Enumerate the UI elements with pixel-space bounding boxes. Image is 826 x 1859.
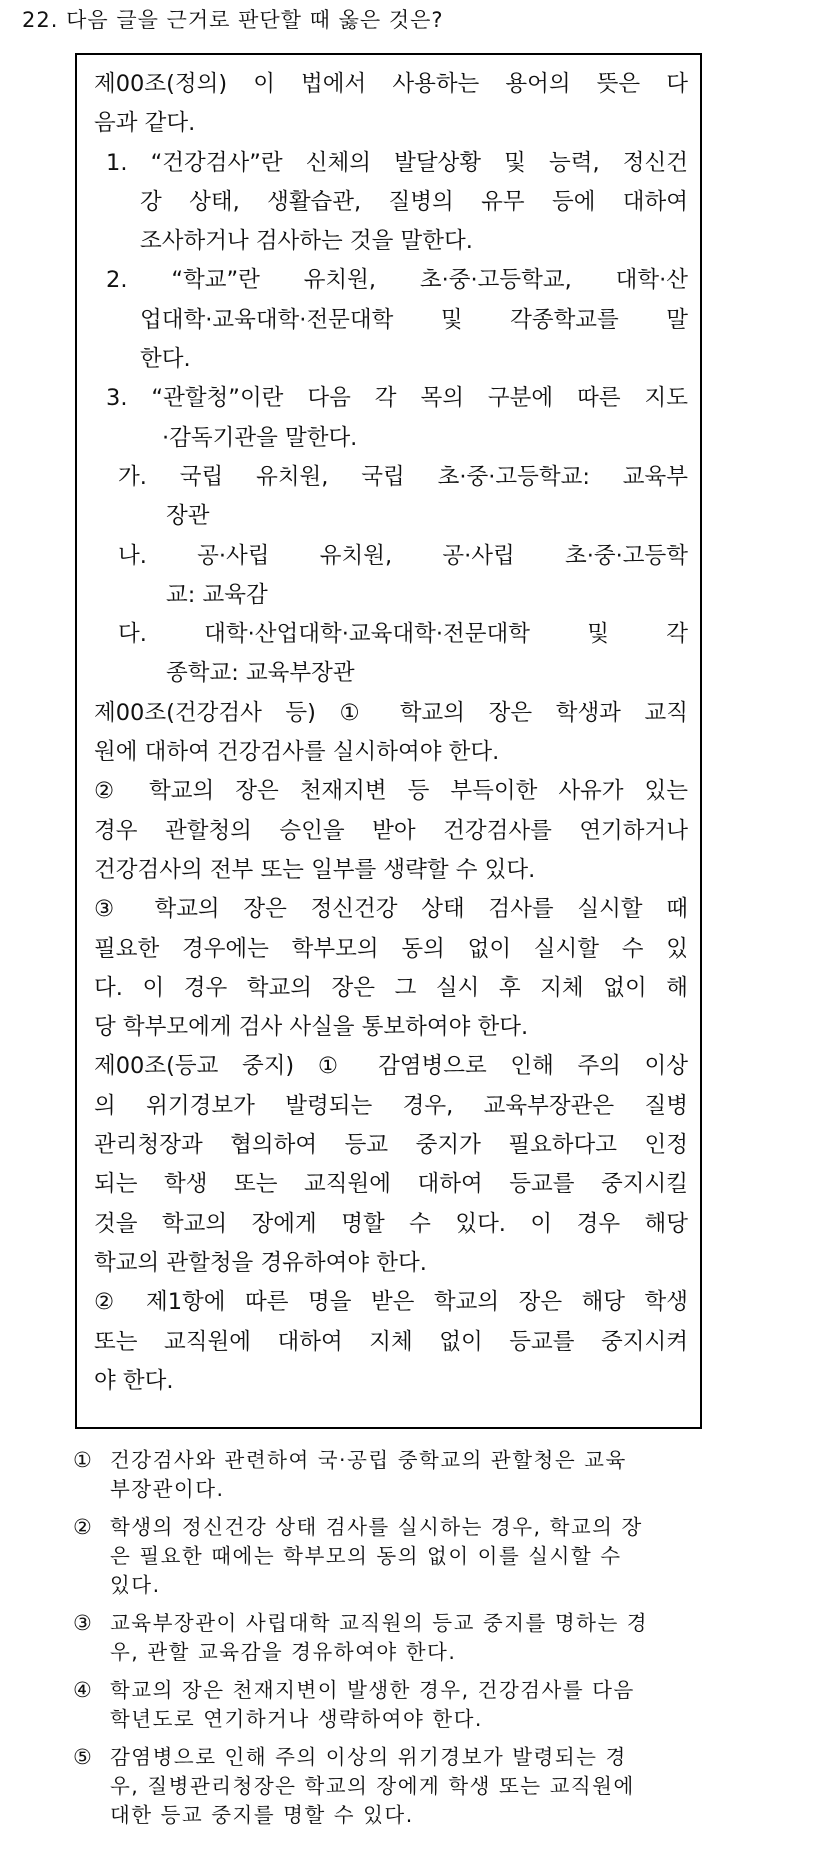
choice-text [110, 1446, 763, 1504]
passage-line: 것을 학교의 장에게 명할 수 있다. 이 경우 해당 [94, 1210, 688, 1237]
choice-number: ① [73, 1448, 92, 1472]
passage-line: 학교의 관할청을 경유하여야 한다. [94, 1249, 427, 1276]
choice-number: ④ [73, 1678, 92, 1702]
choice-line: 감염병으로 인해 주의 이상의 위기경보가 발령되는 경 [110, 1745, 627, 1769]
passage-line: 원에 대하여 건강검사를 실시하여야 한다. [94, 739, 500, 766]
passage-line: 1. “건강검사”란 신체의 발달상황 및 능력, 정신건 [106, 149, 688, 176]
choice-line: 있다. [110, 1573, 161, 1597]
choice-line: 교육부장관이 사립대학 교직원의 등교 중지를 명하는 경 [110, 1611, 649, 1635]
choice-line: 부장관이다. [110, 1477, 225, 1501]
choice-2[interactable] [73, 1513, 763, 1600]
choice-1[interactable] [73, 1446, 763, 1504]
choice-line: 학년도로 연기하거나 생략하여야 한다. [110, 1707, 483, 1731]
passage-line: 다. 대학·산업대학·교육대학·전문대학 및 각 [118, 621, 688, 648]
passage-line: 다. 이 경우 학교의 장은 그 실시 후 지체 없이 해 [94, 974, 688, 1001]
choice-text [110, 1676, 763, 1734]
choice-number: ② [73, 1515, 92, 1539]
choice-4[interactable] [73, 1676, 763, 1734]
passage-box [75, 53, 702, 1429]
choice-line: 학교의 장은 천재지변이 발생한 경우, 건강검사를 다음 [110, 1678, 635, 1702]
passage-line: 나. 공·사립 유치원, 공·사립 초·중·고등학 [118, 542, 688, 569]
passage-line: ③ 학교의 장은 정신건강 상태 검사를 실시할 때 [94, 896, 688, 923]
choice-3[interactable] [73, 1609, 763, 1667]
passage-line: 장관 [166, 503, 210, 530]
passage-line: ② 제1항에 따른 명을 받은 학교의 장은 해당 학생 [94, 1289, 688, 1316]
passage-line: 음과 같다. [94, 110, 196, 137]
choice-text [110, 1743, 763, 1830]
passage-line: 또는 교직원에 대하여 지체 없이 등교를 중지시켜 [94, 1328, 688, 1355]
choice-text [110, 1609, 763, 1667]
choice-line: 건강검사와 관련하여 국·공립 중학교의 관할청은 교육 [110, 1448, 627, 1472]
passage-line: 건강검사의 전부 또는 일부를 생략할 수 있다. [94, 856, 536, 883]
passage-line: 관리청장과 협의하여 등교 중지가 필요하다고 인정 [94, 1132, 688, 1159]
passage-line: 조사하거나 검사하는 것을 말한다. [140, 228, 473, 255]
passage-line: 제00조(건강검사 등) ① 학교의 장은 학생과 교직 [94, 699, 688, 726]
choice-line: 우, 관할 교육감을 경유하여야 한다. [110, 1640, 457, 1664]
passage-line: 되는 학생 또는 교직원에 대하여 등교를 중지시킬 [94, 1171, 688, 1198]
choice-number: ③ [73, 1611, 92, 1635]
passage-line: 한다. [140, 346, 191, 373]
passage-line: 경우 관할청의 승인을 받아 건강검사를 연기하거나 [94, 817, 688, 844]
passage-line: 제00조(정의) 이 법에서 사용하는 용어의 뜻은 다 [94, 71, 688, 97]
choice-line: 학생의 정신건강 상태 검사를 실시하는 경우, 학교의 장 [110, 1515, 643, 1539]
passage-line: 종학교: 교육부장관 [166, 660, 355, 687]
passage-line: 3. “관할청”이란 다음 각 목의 구분에 따른 지도 [106, 385, 688, 412]
answer-choices [73, 1446, 763, 1839]
choice-number: ⑤ [73, 1745, 92, 1769]
passage-line: 교: 교육감 [166, 581, 268, 608]
passage-line: ·감독기관을 말한다. [162, 424, 358, 451]
passage-line: 업대학·교육대학·전문대학 및 각종학교를 말 [140, 306, 688, 333]
passage-line: 필요한 경우에는 학부모의 동의 없이 실시할 수 있 [94, 935, 688, 962]
passage-line: ② 학교의 장은 천재지변 등 부득이한 사유가 있는 [94, 778, 688, 805]
passage-line: 2. “학교”란 유치원, 초·중·고등학교, 대학·산 [106, 267, 688, 294]
passage-line: 가. 국립 유치원, 국립 초·중·고등학교: 교육부 [118, 463, 688, 490]
question-stem: 22. 다음 글을 근거로 판단할 때 옳은 것은? [22, 8, 444, 32]
choice-text [110, 1513, 763, 1600]
choice-5[interactable] [73, 1743, 763, 1830]
passage-line: 당 학부모에게 검사 사실을 통보하여야 한다. [94, 1014, 529, 1041]
passage-text [94, 65, 688, 1401]
passage-line: 의 위기경보가 발령되는 경우, 교육부장관은 질병 [94, 1092, 688, 1119]
choice-line: 은 필요한 때에는 학부모의 동의 없이 이를 실시할 수 [110, 1544, 622, 1568]
choice-line: 우, 질병관리청장은 학교의 장에게 학생 또는 교직원에 [110, 1774, 635, 1798]
passage-line: 야 한다. [94, 1367, 174, 1394]
choice-line: 대한 등교 중지를 명할 수 있다. [110, 1803, 414, 1827]
passage-line: 강 상태, 생활습관, 질병의 유무 등에 대하여 [140, 188, 688, 215]
passage-line: 제00조(등교 중지) ① 감염병으로 인해 주의 이상 [94, 1053, 688, 1080]
